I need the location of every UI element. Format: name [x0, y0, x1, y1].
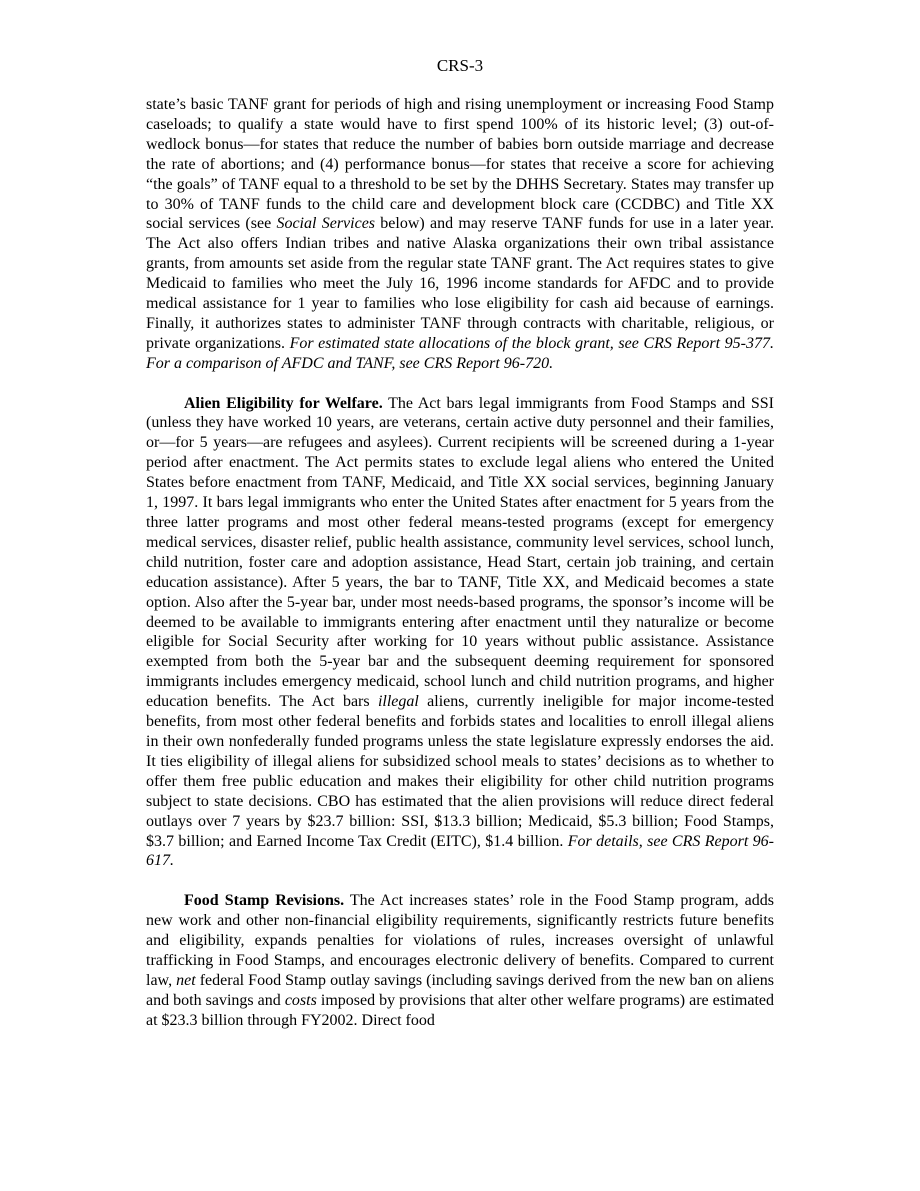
- section-heading: Food Stamp Revisions.: [184, 892, 345, 910]
- emphasis-text: costs: [284, 991, 317, 1009]
- paragraph-text: The Act bars legal immigrants from Food Stamps and SSI (unless they have worked 10 years, are veterans, certain active duty personnel and their families, or—for 5 years—are refugees and asylees). Current recipients will be screened during a 1-year period after enactment. The Act permits states to exclude legal aliens who entered the United States before enactment from TANF, Medicaid, and Title XX social services, beginning January 1, 1997. It bars legal immigrants who enter the United States after enactment for 5 years from the three latter programs and most other federal means-tested programs (except for emergency medical services, disaster relief, public health assistance, community level services, school lunch, child nutrition, foster care and adoption assistance, Head Start, certain job training, and certain education assistance). After 5 years, the bar to TANF, Title XX, and Medicaid becomes a state option. Also after the 5-year bar, under most needs-based programs, the sponsor’s income will be deemed to be available to immigrants entering after enactment until they naturalize or become eligible for Social Security after working for 10 years without public assistance. Assistance exempted from both the 5-year bar and the subsequent deeming requirement for sponsored immigrants includes emergency medicaid, school lunch and child nutrition programs, and higher education benefits. The Act bars: [146, 394, 775, 711]
- section-heading: Alien Eligibility for Welfare.: [184, 394, 383, 412]
- crs-report-reference: For estimated state allocations of the block grant, see CRS Report 95-377. For a comparison of AFDC and TANF, see CRS Report 96-720.: [146, 334, 775, 372]
- body-text-column: [146, 95, 774, 1031]
- page-number-header: CRS-3: [436, 56, 484, 75]
- paragraph-text: imposed by provisions that alter other welfare programs) are estimated at $23.3 billion through FY2002. Direct food: [146, 991, 774, 1029]
- food-stamp-revisions-paragraph: [146, 891, 774, 1030]
- paragraph-text: below) and may reserve TANF funds for use in a later year. The Act also offers Indian tribes and native Alaska organizations their own tribal assistance grants, from amounts set aside from the regular state TANF grant. The Act requires states to give Medicaid to families who meet the July 16, 1996 income standards for AFDC and to provide medical assistance for 1 year to families who lose eligibility for cash aid because of earnings. Finally, it authorizes states to administer TANF through contracts with charitable, religious, or private organizations.: [146, 215, 775, 352]
- crs-report-reference: For details, see CRS Report 96-617.: [146, 832, 774, 870]
- paragraph-text: federal Food Stamp outlay savings (including savings derived from the new ban on aliens and both savings and: [146, 971, 775, 1009]
- paragraph-text: The Act increases states’ role in the Food Stamp program, adds new work and other non-financial eligibility requirements, significantly restricts future benefits and eligibility, expands penalties for violations of rules, increases oversight of unlawful trafficking in Food Stamps, and encourages electronic delivery of benefits. Compared to current law,: [146, 892, 774, 989]
- alien-eligibility-paragraph: [146, 394, 774, 872]
- tanf-continuation-paragraph: [146, 95, 774, 374]
- emphasis-text: illegal: [377, 693, 419, 711]
- paragraph-text: aliens, currently ineligible for major income-tested benefits, from most other federal benefits and forbids states and localities to enroll illegal aliens in their own nonfederally funded programs unless the state legislature expressly endorses the aid. It ties eligibility of illegal aliens for subsidized school meals to states’ decisions as to whether to offer them free public education and makes their eligibility for other child nutrition programs subject to state decisions. CBO has estimated that the alien provisions will reduce direct federal outlays over 7 years by $23.7 billion: SSI, $13.3 billion; Medicaid, $5.3 billion; Food Stamps, $3.7 billion; and Earned Income Tax Credit (EITC), $1.4 billion.: [146, 693, 774, 850]
- emphasis-text: net: [176, 971, 196, 989]
- social-services-reference: Social Services: [276, 215, 376, 233]
- paragraph-text: state’s basic TANF grant for periods of high and rising unemployment or increasing Food Stamp caseloads; to qualify a state would have to first spend 100% of its historic level; (3) out-of-wedlock bonus—for states that reduce the number of babies born outside marriage and decrease the rate of abortions; and (4) performance bonus—for states that receive a score for achieving “the goals” of TANF equal to a threshold to be set by the DHHS Secretary. States may transfer up to 30% of TANF funds to the child care and development block care (CCDBC) and Title XX social services (see: [146, 96, 774, 233]
